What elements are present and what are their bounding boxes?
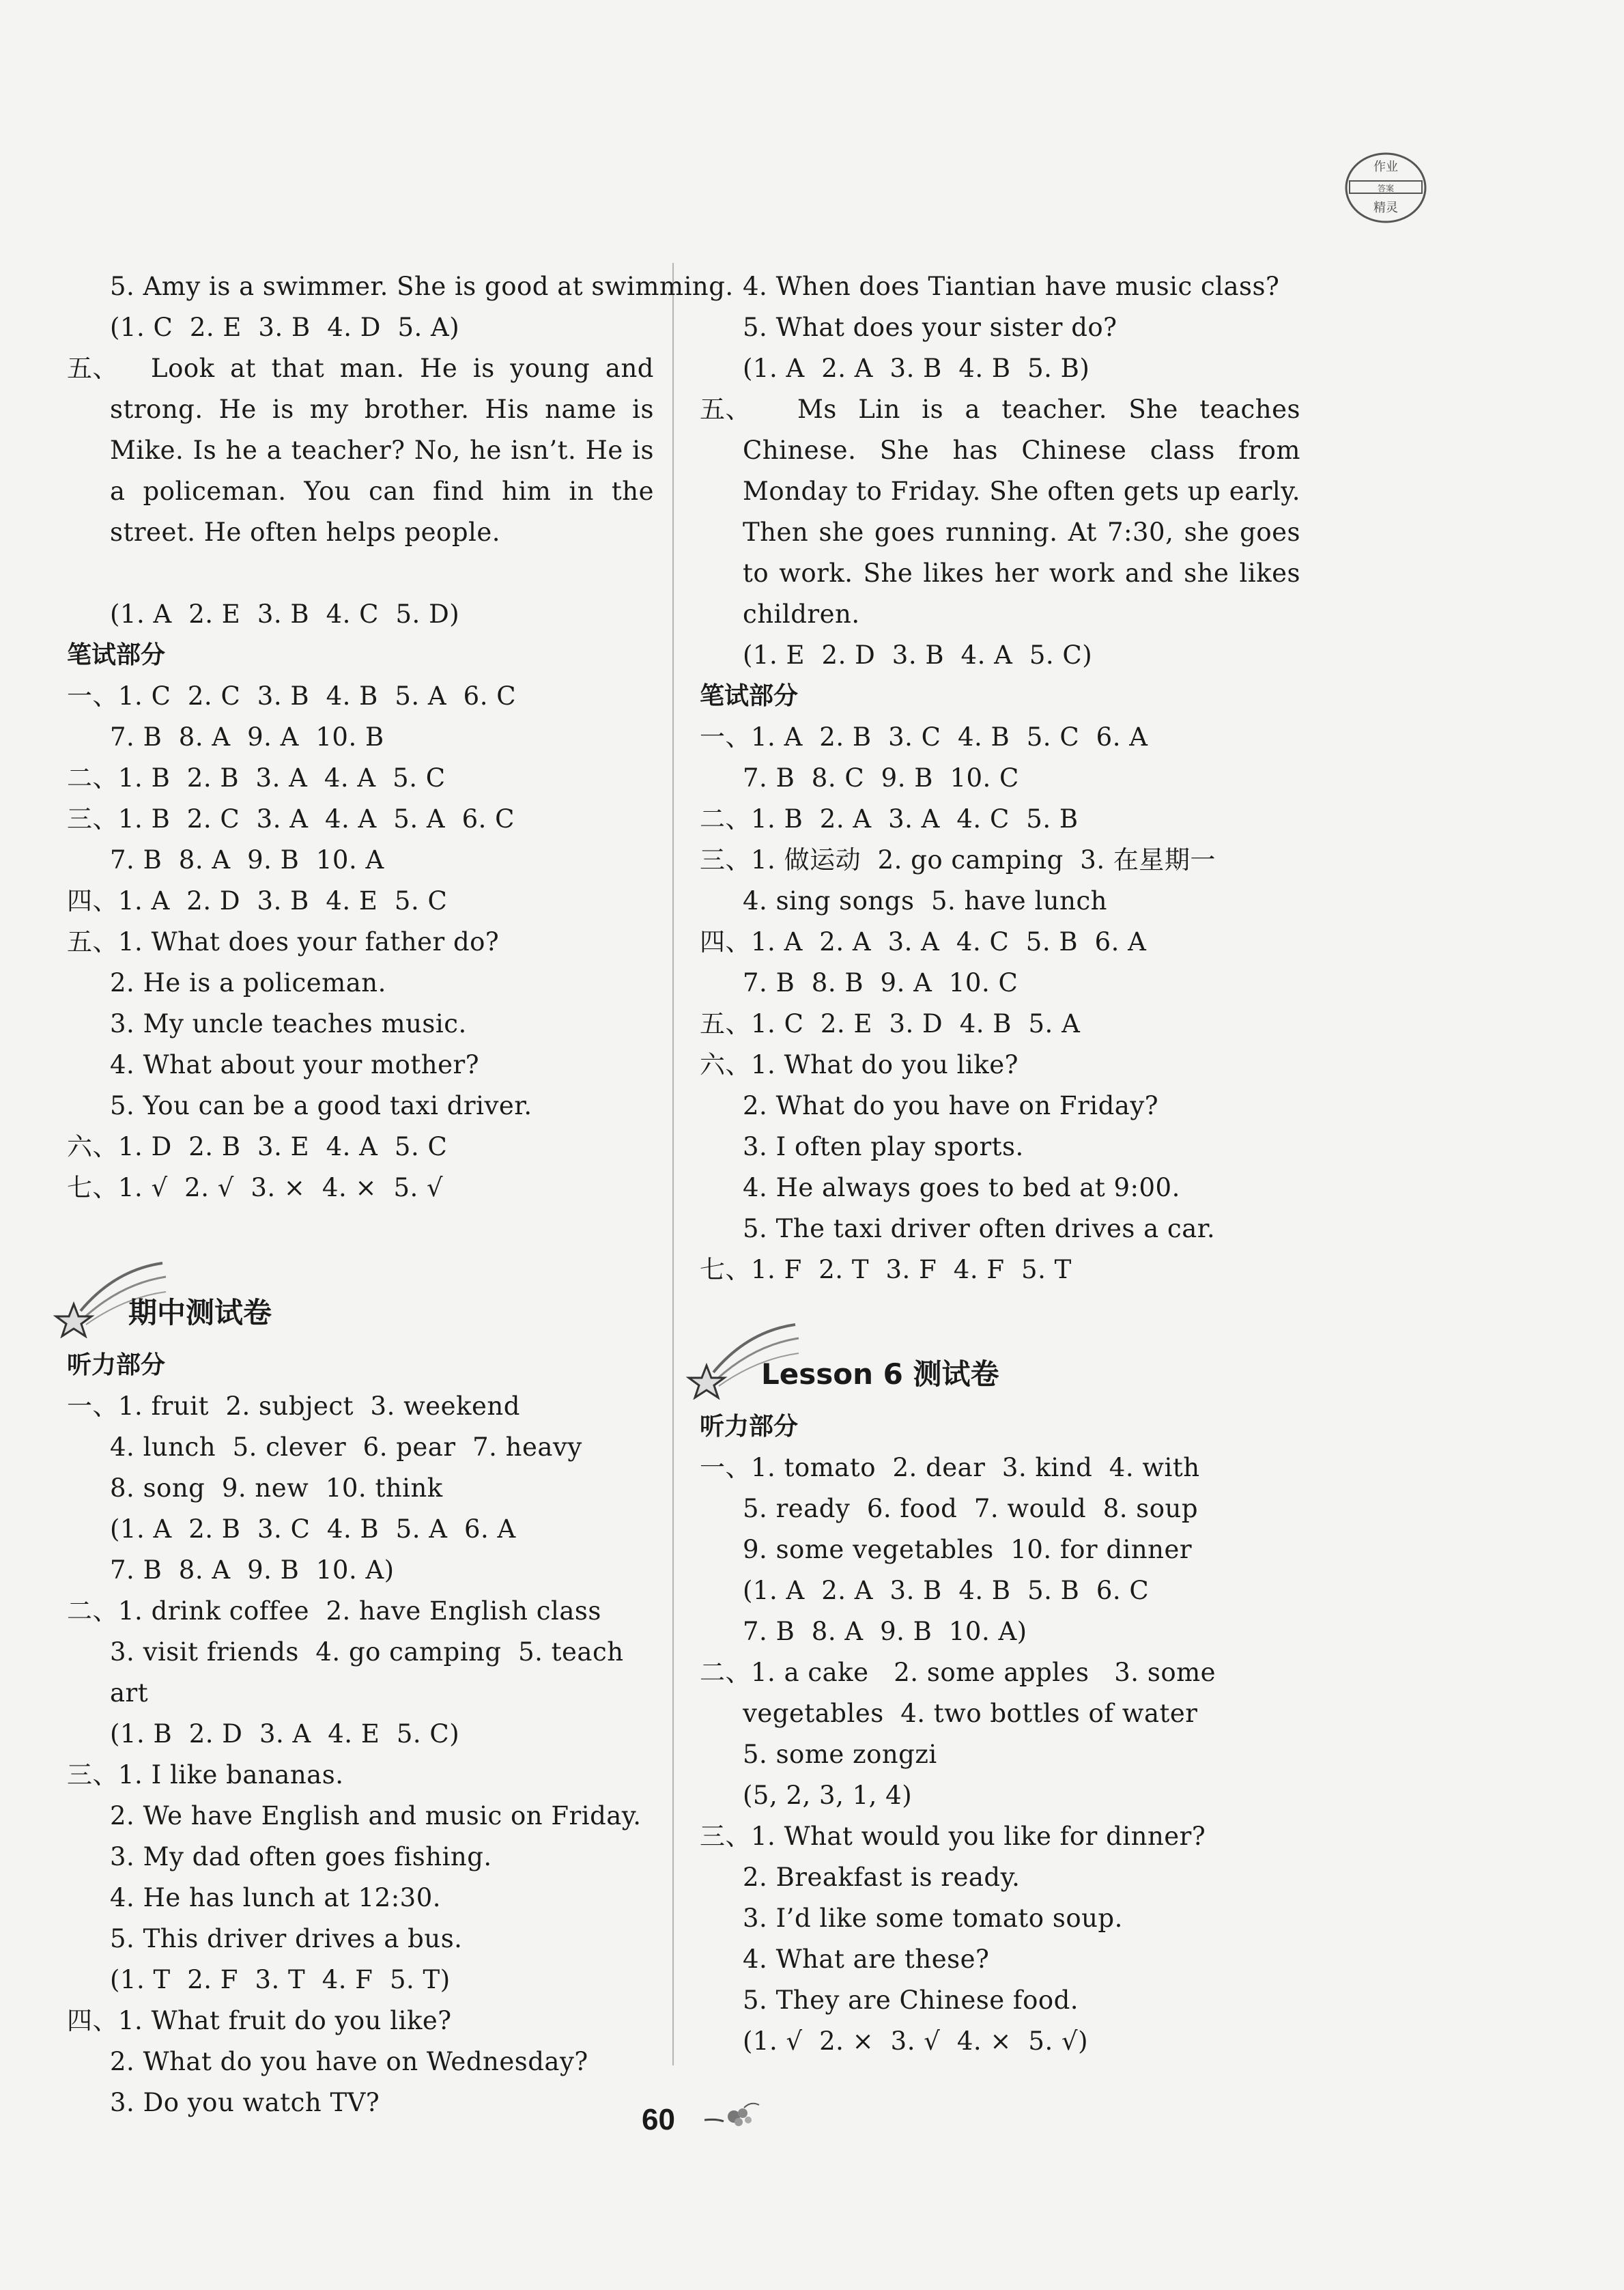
answer-line: 三、1. B 2. C 3. A 4. A 5. A 6. C [67, 804, 515, 834]
answer-line: 7. B 8. B 9. A 10. C [743, 968, 1018, 998]
answer-line: (1. A 2. A 3. B 4. B 5. B) [743, 354, 1090, 383]
answer-line: 3. visit friends 4. go camping 5. teach [110, 1637, 624, 1667]
answer-line: 8. song 9. new 10. think [110, 1473, 443, 1503]
answer-line: 3. My dad often goes fishing. [110, 1842, 492, 1871]
answer-line: 2. We have English and music on Friday. [110, 1801, 642, 1830]
answer-line: 5. some zongzi [743, 1740, 937, 1769]
answer-line: 2. What do you have on Friday? [743, 1091, 1159, 1120]
answer-line: 4. He has lunch at 12:30. [110, 1883, 442, 1912]
answer-line: 2. He is a policeman. [110, 968, 386, 998]
answer-line: (1. E 2. D 3. B 4. A 5. C) [743, 640, 1093, 670]
answer-line: 4. sing songs 5. have lunch [743, 886, 1108, 916]
answer-line: 五、1. What does your father do? [67, 927, 500, 957]
answer-line: 四、1. A 2. D 3. B 4. E 5. C [67, 886, 448, 916]
answer-line: 2. What do you have on Wednesday? [110, 2047, 588, 2076]
answer-line: 5. They are Chinese food. [743, 1985, 1079, 2015]
answer-line: 7. B 8. A 9. B 10. A) [110, 1555, 395, 1585]
answer-line: 七、1. √ 2. √ 3. × 4. × 5. √ [67, 1173, 444, 1202]
answer-line: (1. A 2. B 3. C 4. B 5. A 6. A [110, 1514, 516, 1544]
answer-line: 二、1. a cake 2. some apples 3. some [700, 1658, 1216, 1687]
flower-ornament-icon [703, 2100, 765, 2134]
answer-line: (5, 2, 3, 1, 4) [743, 1781, 913, 1810]
answer-line: 三、1. 做运动 2. go camping 3. 在星期一 [700, 845, 1216, 875]
answer-line: 一、1. A 2. B 3. C 4. B 5. C 6. A [700, 722, 1148, 752]
answer-line: 5. You can be a good taxi driver. [110, 1091, 532, 1120]
svg-text:作业: 作业 [1373, 160, 1398, 174]
answer-line: 一、1. fruit 2. subject 3. weekend [67, 1391, 520, 1421]
answer-line: (1. T 2. F 3. T 4. F 5. T) [110, 1965, 451, 1994]
answer-line: 4. When does Tiantian have music class? [743, 272, 1280, 301]
answer-line: 六、1. D 2. B 3. E 4. A 5. C [67, 1132, 448, 1161]
answer-line: 5. What does your sister do? [743, 313, 1117, 342]
answer-line: vegetables 4. two bottles of water [743, 1699, 1198, 1728]
passage-block [700, 389, 1300, 635]
answer-line: 9. some vegetables 10. for dinner [743, 1535, 1193, 1564]
answer-line: 5. ready 6. food 7. would 8. soup [743, 1494, 1199, 1523]
passage-block [67, 348, 654, 594]
answer-line: (1. A 2. A 3. B 4. B 5. B 6. C [743, 1576, 1150, 1605]
section-title-written: 笔试部分 [67, 641, 166, 669]
answer-line: 3. I’d like some tomato soup. [743, 1904, 1123, 1933]
answer-line: 7. B 8. A 9. B 10. A) [743, 1617, 1027, 1646]
column-divider [672, 263, 674, 2065]
svg-text:答案: 答案 [1377, 184, 1395, 193]
answer-line: 4. What about your mother? [110, 1050, 480, 1079]
answer-line: 4. lunch 5. clever 6. pear 7. heavy [110, 1432, 582, 1462]
answer-line: 3. Do you watch TV? [110, 2088, 380, 2117]
answer-line: 4. What are these? [743, 1945, 990, 1974]
answer-line: art [110, 1678, 149, 1708]
passage-label: 五、 [67, 354, 118, 383]
answer-line: 5. This driver drives a bus. [110, 1924, 463, 1953]
answer-line: 三、1. I like bananas. [67, 1760, 344, 1790]
answer-line: 四、1. A 2. A 3. A 4. C 5. B 6. A [700, 927, 1147, 957]
answer-line: 五、1. C 2. E 3. D 4. B 5. A [700, 1009, 1081, 1038]
answer-line: 一、1. tomato 2. dear 3. kind 4. with [700, 1453, 1200, 1482]
answer-line: 七、1. F 2. T 3. F 4. F 5. T [700, 1255, 1072, 1284]
answer-line: (1. B 2. D 3. A 4. E 5. C) [110, 1719, 460, 1749]
lesson6-heading [700, 1318, 1300, 1400]
answer-line: 5. Amy is a swimmer. She is good at swimming. [110, 272, 734, 301]
svg-text:精灵: 精灵 [1373, 201, 1398, 215]
midterm-title: 期中测试卷 [128, 1296, 272, 1329]
answer-line: 7. B 8. A 9. B 10. A [110, 845, 384, 875]
midterm-heading [67, 1256, 654, 1338]
answer-line: 二、1. drink coffee 2. have English class [67, 1596, 601, 1626]
answer-line: 5. The taxi driver often drives a car. [743, 1214, 1216, 1243]
answer-line: 四、1. What fruit do you like? [67, 2006, 452, 2035]
answer-line: 一、1. C 2. C 3. B 4. B 5. A 6. C [67, 681, 517, 711]
page-number: 60 [642, 2103, 675, 2136]
answer-line: 二、1. B 2. B 3. A 4. A 5. C [67, 763, 446, 793]
passage-text: Ms Lin is a teacher. She teaches Chinese. She has Chinese class from Monday to Friday. She often gets up early. Then she goes running. At 7:30, she goes to work. She likes her work and she likes children. [743, 395, 1300, 629]
answer-line: (1. √ 2. × 3. √ 4. × 5. √) [743, 2026, 1089, 2056]
answer-line: 六、1. What do you like? [700, 1050, 1018, 1079]
answer-line: 3. My uncle teaches music. [110, 1009, 467, 1038]
right-column [700, 266, 1300, 2062]
answer-line: 二、1. B 2. A 3. A 4. C 5. B [700, 804, 1079, 834]
section-title-listening: 听力部分 [700, 1413, 799, 1441]
stamp-logo [1341, 143, 1430, 232]
answer-line: (1. C 2. E 3. B 4. D 5. A) [110, 313, 460, 342]
answer-line: (1. A 2. E 3. B 4. C 5. D) [110, 599, 460, 629]
answer-line: 7. B 8. C 9. B 10. C [743, 763, 1019, 793]
answer-line: 3. I often play sports. [743, 1132, 1024, 1161]
passage-text: Look at that man. He is young and strong. He is my brother. His name is Mike. Is he a teacher? No, he isn’t. He is a policeman. You can find him in the street. He often helps people. [110, 354, 654, 547]
section-title-listening: 听力部分 [67, 1351, 166, 1379]
answer-line: 4. He always goes to bed at 9:00. [743, 1173, 1180, 1202]
passage-label: 五、 [700, 395, 751, 424]
section-title-written: 笔试部分 [700, 682, 799, 710]
answer-line: 7. B 8. A 9. A 10. B [110, 722, 384, 752]
answer-line: 2. Breakfast is ready. [743, 1863, 1021, 1892]
lesson6-title: Lesson 6 测试卷 [761, 1357, 999, 1391]
answer-line: 三、1. What would you like for dinner? [700, 1822, 1206, 1851]
